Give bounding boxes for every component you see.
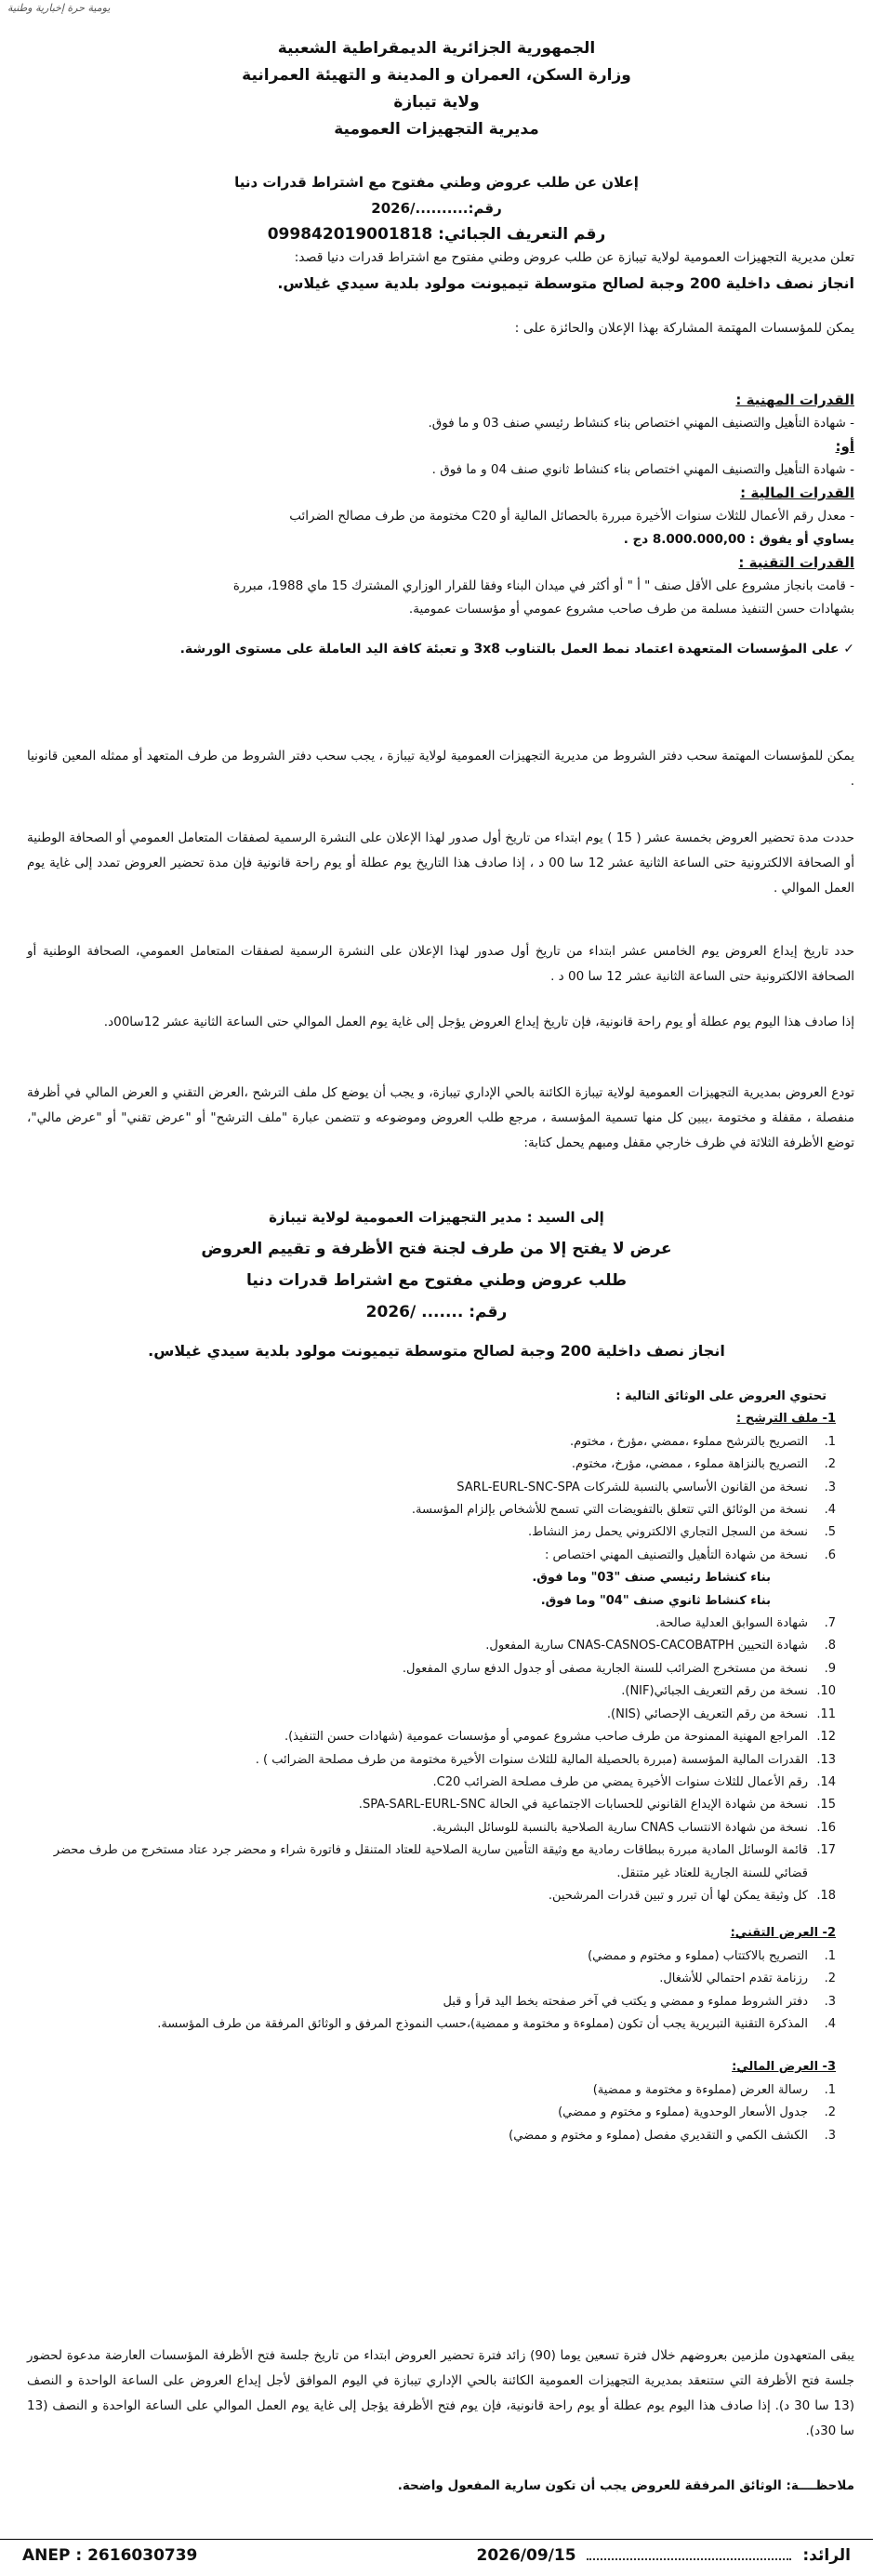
list-item: 2. رزنامة تقدم احتمالي للأشغال. xyxy=(659,1972,836,1986)
or-label: أو: xyxy=(835,438,854,455)
list-item: 18. كل وثيقة يمكن لها أن تبرر و تبين قدرات المرشحين. xyxy=(548,1888,836,1903)
envelope-line2: طلب عروض وطني مفتوح مع اشتراط قدرات دنيا xyxy=(245,1271,628,1290)
professional-1: - شهادة التأهيل والتصنيف المهني اختصاص بناء كنشاط رئيسي صنف 03 و ما فوق. xyxy=(428,416,854,431)
intro-project: انجاز نصف داخلية 200 وجبة لصالح متوسطة تيميونت مولود بلدية سيدي غيلاس. xyxy=(277,274,854,292)
candidacy-title: 1- ملف الترشح : xyxy=(736,1412,836,1427)
list-item: 13. القدرات المالية المؤسسة (مبررة بالحصيلة المالية للثلاث سنوات الأخيرة مختومة من طرف مصلحة الضرائب ) . xyxy=(255,1752,836,1767)
list-item: 5. نسخة من السجل التجاري الالكتروني يحمل رمز النشاط. xyxy=(527,1525,836,1540)
paragraph-deposit-date: حدد تاريخ إيداع العروض يوم الخامس عشر ابتداء من تاريخ أول صدور لهذا الإعلان على النشرة الرسمية لصفقات المتعامل العمومي، الصحافة الوطنية أو الصحافة الالكترونية حتى الساعة الثانية عشر 12 سا 00 د . xyxy=(27,944,854,984)
header-ministry: وزارة السكن، العمران و المدينة و التهيئة العمرانية xyxy=(242,66,631,85)
capacities-block xyxy=(27,389,854,661)
announcement-title: إعلان عن طلب عروض وطني مفتوح مع اشتراط قدرات دنيا xyxy=(234,174,639,191)
list-item: 4. نسخة من الوثائق التي تتعلق بالتفويضات التي تسمح للأشخاص بإلزام المؤسسة. xyxy=(411,1503,836,1518)
footer-date-block xyxy=(476,2546,851,2565)
list-item: 14. رقم الأعمال للثلاث سنوات الأخيرة يمضي من طرف مصلحة الضرائب C20. xyxy=(432,1774,836,1789)
footer-divider xyxy=(0,2539,873,2540)
closing-paragraph: يبقى المتعهدون ملزمين بعروضهم خلال فترة تسعين يوما (90) زائد فترة تحضير العروض ابتداء من تاريخ جلسة فتح الأظرفة المؤسسات العارضة مدعوة لحضور جلسة فتح الأظرفة التي ستنعقد بمديرية التجهيزات العمومية الكائنة بالحي الإداري تيبازة في اليوم الموافق لأجل إيداع العروض على الساعة الواحدة و النصف (13 سا 30 د). إذا صادف هذا اليوم يوم عطلة أو يوم راحة قانونية، فإن يوم فتح الأظرفة يؤجل إلى غاية يوم العمل الموالي على الساعة الواحدة و النصف (13 سا 30د). xyxy=(27,2348,854,2438)
financial-1: - معدل رقم الأعمال للثلاث سنوات الأخيرة مبررة بالحصائل المالية أو C20 مختومة من طرف مصالح الضرائب xyxy=(289,509,854,524)
list-item: 2. التصريح بالنزاهة مملوء ، ممضي، مؤرخ، مختوم. xyxy=(571,1457,836,1472)
financial-title: القدرات المالية : xyxy=(740,485,854,501)
list-item: 3. دفتر الشروط مملوء و ممضي و يكتب في آخر صفحته بخط اليد قرأ و قبل xyxy=(443,1994,836,2009)
list-item: 10. نسخة من رقم التعريف الجبائي(NIF). xyxy=(621,1684,836,1699)
paragraph-envelopes: تودع العروض بمديرية التجهيزات العمومية لولاية تيبازة الكائنة بالحي الإداري تيبازة، و يجب أن يوضع كل ملف الترشح ،العرض التقني و العرض المالي في أظرفة منفصلة ، مقفلة و مختومة ،يبين كل منها تسمية المؤسسة ، مرجع طلب العروض وموضوعه و تتضمن عبارة "ملف الترشح" أو "عرض تقني" أو "عرض مالي"، توضع الأظرفة الثلاثة في ظرف خارجي مقفل ومبهم يحمل كتابة: xyxy=(27,1085,854,1150)
newspaper-topbar xyxy=(0,0,873,20)
list-item: 17. قائمة الوسائل المادية مبررة ببطاقات رمادية مع وثيقة التأمين سارية الصلاحية للعتاد المتنقل و فاتورة شراء و محضر جرد عتاد مستخرج من طرف محضر قضائي للسنة الجارية للعتاد غير متنقل. xyxy=(53,1843,836,1880)
header-republic: الجمهورية الجزائرية الديمقراطية الشعبية xyxy=(277,39,596,58)
list-item: 1. التصريح بالاكتتاب (مملوء و مختوم و ممضي) xyxy=(588,1948,836,1963)
envelope-project: انجاز نصف داخلية 200 وجبة لصالح متوسطة تيميونت مولود بلدية سيدي غيلاس. xyxy=(148,1342,725,1360)
intro-line2: يمكن للمؤسسات المهتمة المشاركة بهذا الإعلان والحائزة على : xyxy=(514,321,854,336)
paragraph-withdraw: يمكن للمؤسسات المهتمة سحب دفتر الشروط من مديرية التجهيزات العمومية لولاية تيبازة ، يجب سحب دفتر الشروط من طرف المتعهد أو ممثله المعين قانونيا . xyxy=(27,749,854,789)
footer-dotted-line xyxy=(587,2558,791,2560)
envelope-number: رقم: ....... /2026 xyxy=(365,1303,508,1321)
list-item: 9. نسخة من مستخرج الضرائب للسنة الجارية مصفى أو جدول الدفع ساري المفعول. xyxy=(402,1661,836,1676)
list-item: 3. الكشف الكمي و التقديري مفصل (مملوء و مختوم و ممضي) xyxy=(509,2128,836,2143)
header-wilaya: ولاية تيبازة xyxy=(393,93,480,112)
professional-2: - شهادة التأهيل والتصنيف المهني اختصاص بناء كنشاط ثانوي صنف 04 و ما فوق . xyxy=(431,462,854,477)
list-item: 6. نسخة من شهادة التأهيل والتصنيف المهني اختصاص : xyxy=(545,1547,836,1562)
list-item: 1. رسالة العرض (مملوءة و مختومة و ممضية) xyxy=(592,2082,836,2097)
announcement-number: رقم:........../2026 xyxy=(371,200,502,217)
envelope-inscription xyxy=(0,1202,873,1367)
list-item: 12. المراجع المهنية الممنوحة من طرف صاحب مشروع عمومي أو مؤسسات عمومية (شهادات حسن التنفيذ). xyxy=(284,1730,836,1745)
footer-anep: ANEP : 2616030739 xyxy=(22,2546,198,2565)
intro-block xyxy=(27,246,854,341)
documents-list xyxy=(36,1386,836,2147)
list-item: 16. نسخة من شهادة الانتساب CNAS سارية الصلاحية بالنسبة للوسائل البشرية. xyxy=(432,1820,836,1835)
professional-title: القدرات المهنية : xyxy=(735,392,854,408)
closing-note: ملاحظــــة: الوثائق المرفقة للعروض يجب أن تكون سارية المفعول واضحة. xyxy=(397,2478,854,2493)
technical-offer-title: 2- العرض التقني: xyxy=(730,1926,836,1941)
list-item: 1. التصريح بالترشح مملوء ،ممضي ،مؤرخ ، مختوم. xyxy=(570,1434,836,1449)
footer-date-label: الرائد: xyxy=(802,2546,851,2565)
official-header xyxy=(0,35,873,143)
list-item: 4. المذكرة التقنية التبريرية يجب أن تكون (مملوءة و مختومة و ممضية)،حسب النموذج المرفق و الوثائق المرفقة من طرف المؤسسة. xyxy=(157,2016,836,2031)
announcement-nif: رقم التعريف الجبائي: 099842019001818 xyxy=(267,225,606,244)
list-item: 2. جدول الأسعار الوحدوية (مملوء و مختوم و ممضي) xyxy=(558,2105,836,2120)
documents-intro: تحتوي العروض على الوثائق التالية : xyxy=(615,1389,827,1403)
technical-1: - قامت بانجاز مشروع على الأقل صنف " أ " أو أكثر في ميدان البناء وفقا للقرار الوزاري المشترك 15 ماي 1988، مبررة xyxy=(232,578,854,593)
class-main: بناء كنشاط رئيسي صنف "03" وما فوق. xyxy=(532,1571,771,1586)
paragraph-holiday: إذا صادف هذا اليوم يوم عطلة أو يوم راحة قانونية، فإن تاريخ إيداع العروض يؤجل إلى غاية يوم العمل الموالي حتى الساعة الثانية عشر 12سا00د. xyxy=(103,1015,854,1029)
footer-date: 2026/09/15 xyxy=(476,2546,576,2565)
technical-title: القدرات التقنية : xyxy=(738,554,854,571)
envelope-to: إلى السيد : مدير التجهيزات العمومية لولاية تيبازة xyxy=(269,1209,604,1226)
announcement-title-block xyxy=(0,169,873,247)
paragraph-preparation: حددت مدة تحضير العروض بخمسة عشر ( 15 ) يوم ابتداء من تاريخ أول صدور لهذا الإعلان على النشرة الرسمية لصفقات المتعامل العمومي أو الصحافة الوطنية أو الصحافة الالكترونية حتى الساعة الثانية عشر 12 سا 00 د ، إذا صادف هذا التاريخ يوم عطلة أو يوم راحة قانونية فإن مدة تحضير العروض تمدد إلى غاية يوم العمل الموالي . xyxy=(27,830,854,896)
commitment-note: ✓ على المؤسسات المتعهدة اعتماد نمط العمل بالتناوب 3x8 و تعبئة كافة اليد العاملة على مستوى الورشة. xyxy=(179,642,854,657)
list-item: 7. شهادة السوابق العدلية صالحة. xyxy=(655,1616,836,1631)
list-item: 3. نسخة من القانون الأساسي بالنسبة للشركات SARL-EURL-SNC-SPA xyxy=(456,1480,836,1494)
class-secondary: بناء كنشاط ثانوي صنف "04" وما فوق. xyxy=(540,1593,771,1608)
intro-line1: تعلن مديرية التجهيزات العمومية لولاية تيبازة عن طلب عروض وطني مفتوح مع اشتراط قدرات دنيا قصد: xyxy=(294,250,854,265)
envelope-line1: عرض لا يفتح إلا من طرف لجنة فتح الأظرفة و تقييم العروض xyxy=(201,1240,672,1258)
list-item: 11. نسخة من رقم التعريف الإحصائي (NIS). xyxy=(606,1706,836,1721)
technical-2: بشهادات حسن التنفيذ مسلمة من طرف صاحب مشروع عمومي أو مؤسسات عمومية. xyxy=(408,602,854,617)
financial-offer-title: 3- العرض المالي: xyxy=(732,2060,836,2075)
header-directorate: مديرية التجهيزات العمومية xyxy=(334,120,539,139)
financial-2: يساوي أو يفوق : 8.000.000,00 دج . xyxy=(623,532,854,547)
newspaper-tagline: يومية حرة إخبارية وطنية xyxy=(7,2,111,14)
list-item: 8. شهادة التحيين CNAS-CASNOS-CACOBATPH سارية المفعول. xyxy=(485,1639,836,1653)
list-item: 15. نسخة من شهادة الإيداع القانوني للحسابات الاجتماعية في الحالة SPA-SARL-EURL-SNC. xyxy=(358,1798,836,1812)
